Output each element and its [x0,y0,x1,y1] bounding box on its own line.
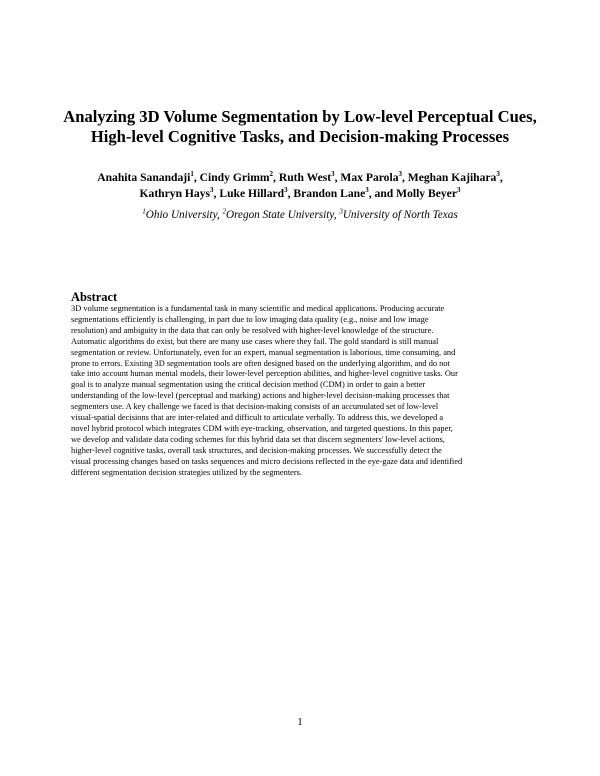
affiliation [142,209,222,221]
author [396,187,460,200]
affiliation-number: 1 [142,207,146,216]
author-separator: , [334,171,341,184]
author-list [30,170,570,202]
abstract-line: different segmentation decision strategies utilized by the segmenters. [71,467,303,477]
abstract-line: resolution) and ambiguity in the data that can only be resolved with higher-level knowledge of the structure. [71,325,434,335]
title-line: Analyzing 3D Volume Segmentation by Low-level Perceptual Cues, [63,107,537,126]
author-affiliation-mark: 3 [331,170,335,179]
affiliation-number: 3 [339,207,343,216]
abstract-line: take into account human mental models, their lower-level perception abilities, and higher-level cognitive tasks. Our [71,369,458,379]
abstract-body [71,304,531,479]
author-name: Cindy Grimm [199,171,270,184]
abstract-line: visual processing changes based on tasks sequences and micro decisions reflected in the eye-gaze data and identified [71,456,463,466]
author-affiliation-mark: 3 [365,186,369,195]
author-line [30,170,570,186]
author-affiliation-mark: 2 [269,170,274,179]
author-affiliation-mark: 3 [284,186,288,195]
author-affiliation-mark: 1 [190,170,194,179]
author-name: Meghan Kajihara [407,171,497,184]
author-affiliation-mark: 3 [210,186,214,195]
abstract-line: segmentation or review. Unfortunately, even for an expert, manual segmentation is laborious, time consuming, and [71,347,456,357]
title-line: High-level Cognitive Tasks, and Decision-making Processes [90,127,510,146]
author-separator: , [287,187,294,200]
abstract-line: novel hybrid protocol which integrates CDM with eye-tracking, observation, and targeted questions. In this paper, [71,423,453,433]
page-number: 1 [297,716,303,728]
abstract-line: segmenters use. A key challenge we faced is that decision-making consists of an accumulated set of low-level [71,402,439,412]
abstract-line: Automatic algorithms do exist, but there are many use cases where they fail. The gold standard is still manual [71,336,439,346]
abstract-line: higher-level cognitive tasks, overall task structures, and decision-making processes. We successfully detect the [71,445,442,455]
author-separator: , [402,171,408,184]
affiliation-name: Oregon State University [226,209,334,221]
abstract-heading: Abstract [71,290,118,304]
abstract-line: goal is to analyze manual segmentation using the critical decision method (CDM) in order to gain a better [71,380,426,390]
affiliation-separator: , [216,209,223,221]
author-name: Brandon Lane [293,187,366,200]
author [340,171,407,184]
affiliation-name: University of North Texas [342,209,458,221]
author-name: Luke Hillard [219,187,285,200]
author-separator: , [499,171,503,184]
author [219,187,293,200]
paper-title [40,107,560,147]
affiliation-separator: , [333,209,340,221]
author-separator: , and [368,187,397,200]
abstract-line: 3D volume segmentation is a fundamental task in many scientific and medical applications. Producing accurate [71,304,445,313]
author-name: Molly Beyer [396,187,457,200]
author [408,171,503,184]
affiliation [339,209,457,221]
author-affiliation-mark: 3 [398,170,402,179]
author [279,171,341,184]
author-name: Ruth West [278,171,332,184]
affiliations [30,207,570,223]
abstract-line: segmentations efficiently is challenging, in part due to low imaging data quality (e.g., noise and low image [71,314,429,324]
abstract-line: we develop and validate data coding schemes for this hybrid data set that discern segmenters' low-level actions, [71,434,445,444]
author-separator: , [213,187,220,200]
author-name: Kathryn Hays [139,187,211,200]
author-separator: , [193,171,200,184]
author [140,187,220,200]
author-affiliation-mark: 3 [456,186,461,195]
author-separator: , [273,171,279,184]
affiliation-name: Ohio University [145,209,217,221]
author [200,171,279,184]
author [293,187,396,200]
author-name: Max Parola [340,171,399,184]
author [97,171,199,184]
affiliation [223,209,340,221]
author-line [30,186,570,202]
author-name: Anahita Sanandaji [97,171,191,184]
abstract-line: visual-spatial decisions that are inter-related and difficult to articulate verbally. To address this, we developed a [71,413,444,423]
affiliation-number: 2 [222,207,227,216]
abstract-line: understanding of the low-level (perceptual and marking) actions and higher-level decision-making processes that [71,391,450,401]
author-affiliation-mark: 3 [496,170,500,179]
abstract-line: prone to errors. Existing 3D segmentation tools are often designed based on the underlying algorithm, and do not [71,358,450,368]
